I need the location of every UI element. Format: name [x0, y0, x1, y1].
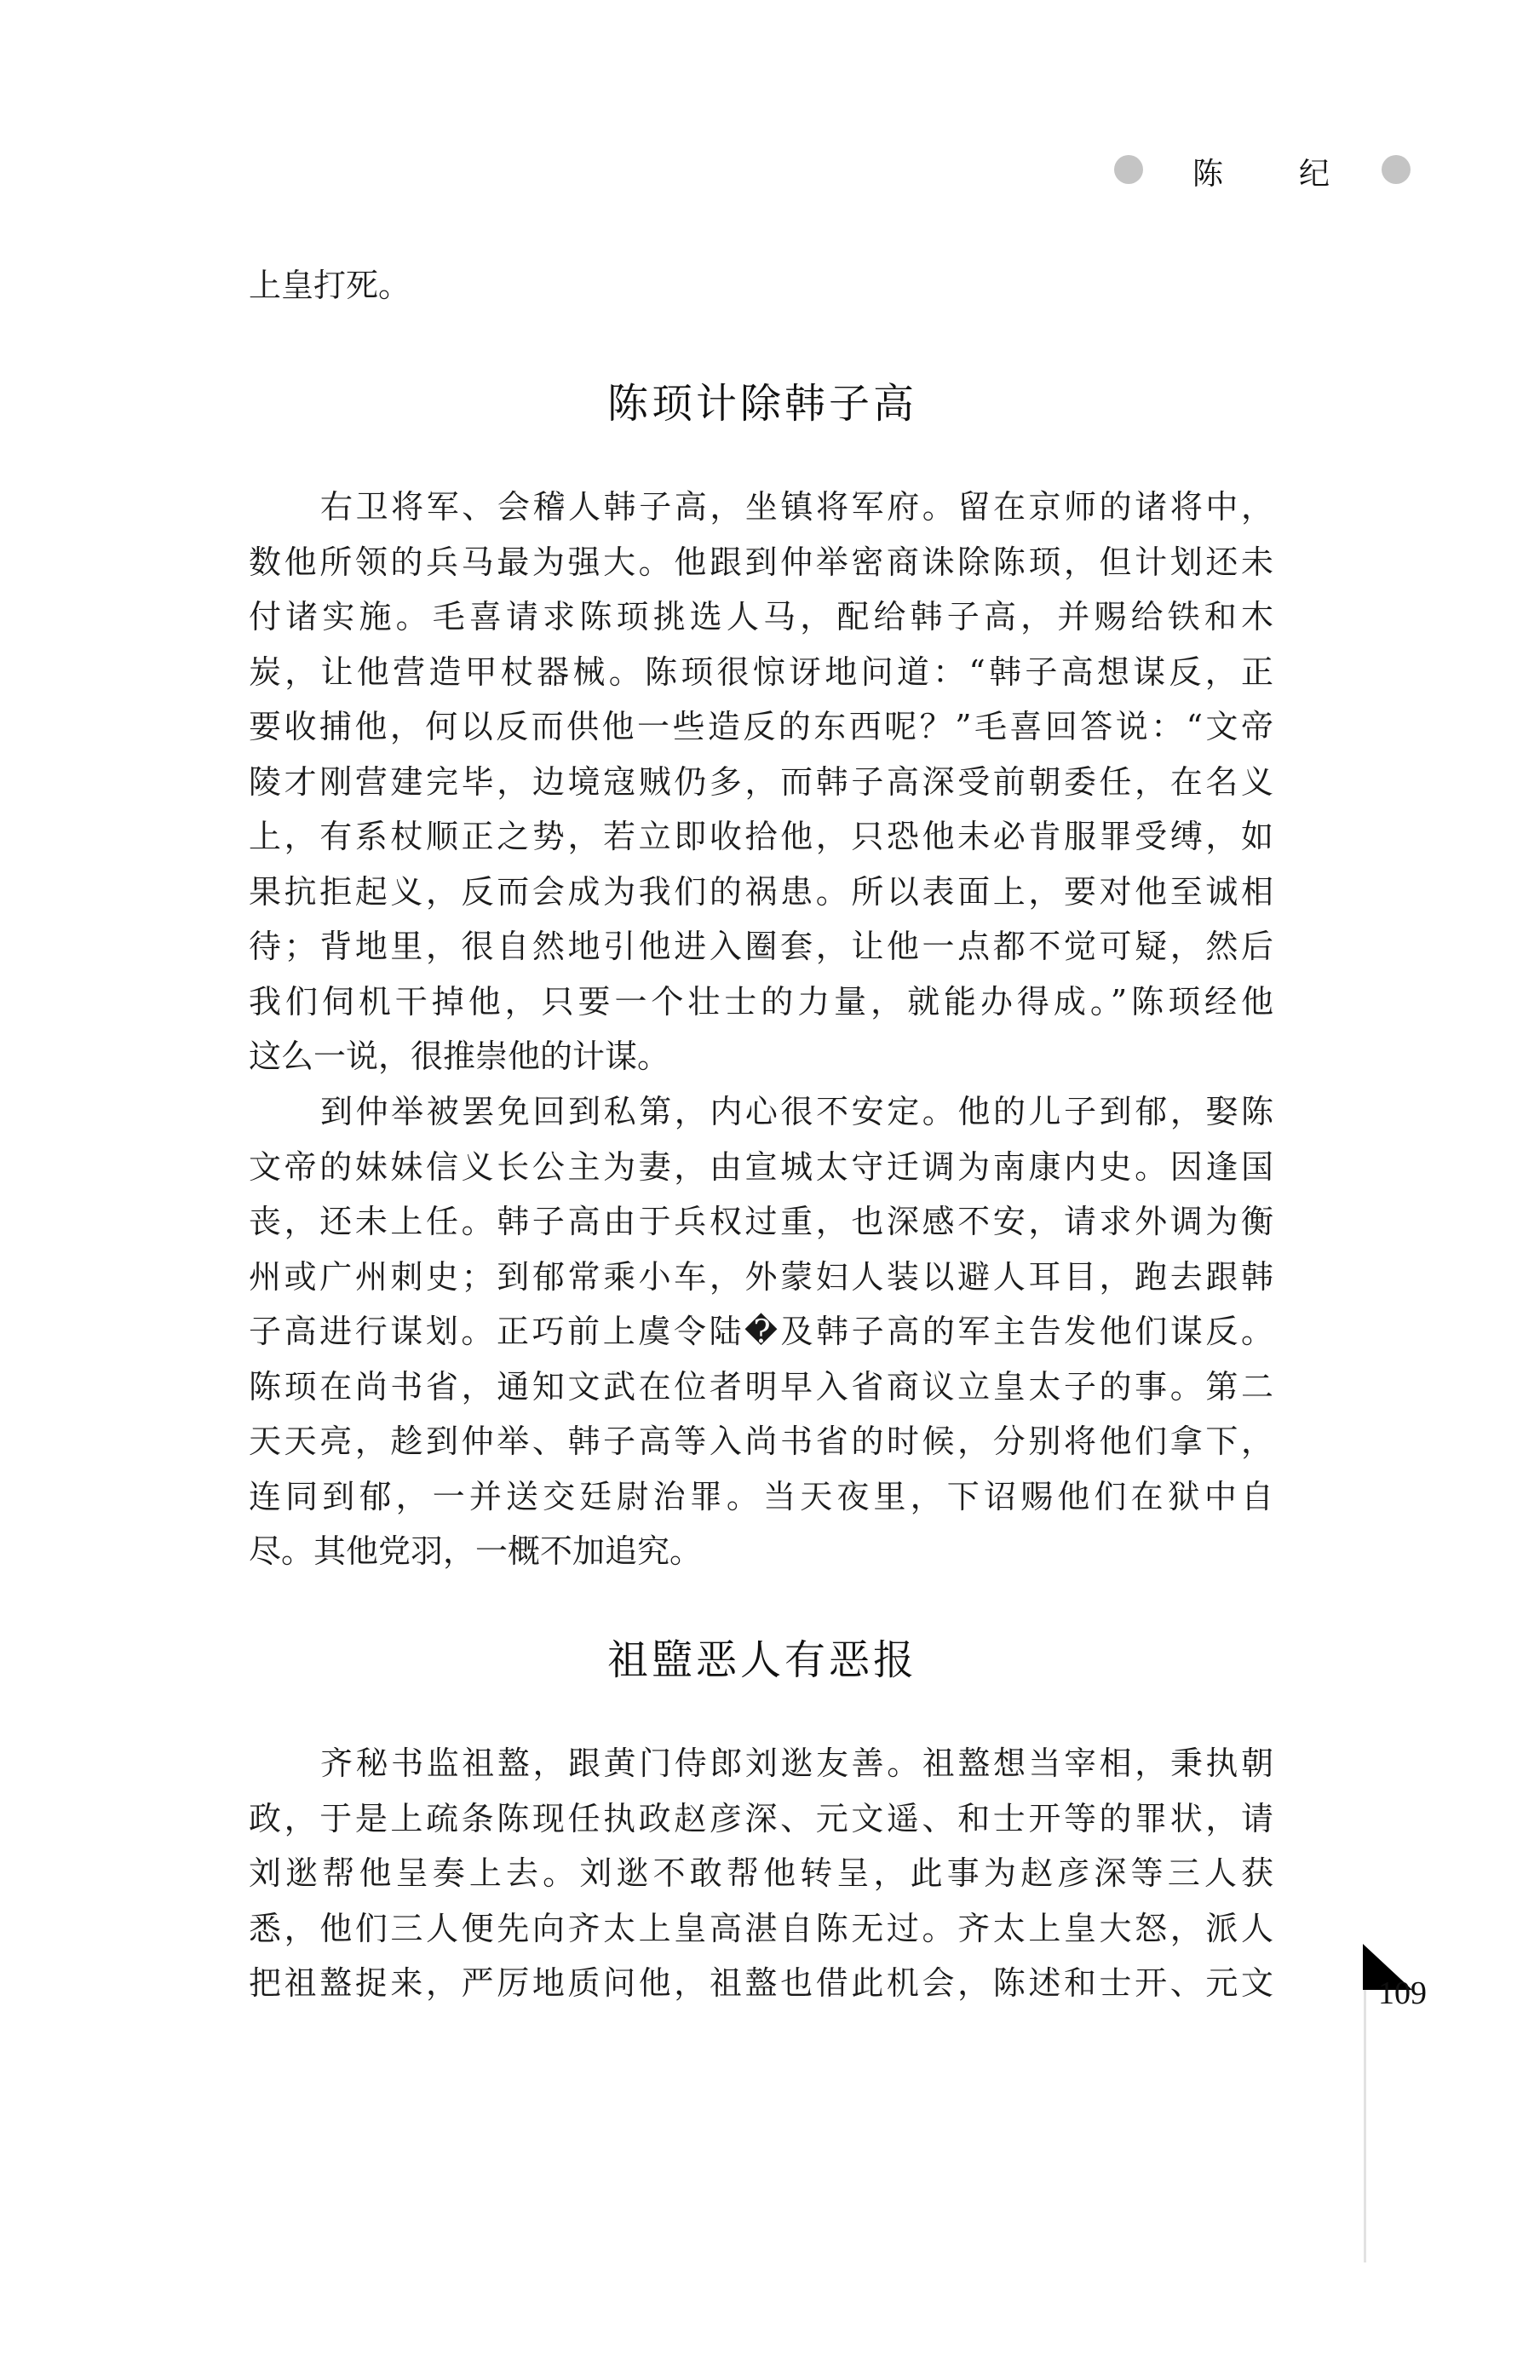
- text-line: 天天亮，趁到仲举、韩子高等入尚书省的时候，分别将他们拿下，: [249, 1423, 1273, 1460]
- text-line: 我们伺机干掉他，只要一个壮士的力量，就能办得成。”陈顼经他: [249, 982, 1273, 1020]
- text-line: 这么一说，很推崇他的计谋。: [249, 1038, 670, 1075]
- text-line: 待；背地里，很自然地引他进入圈套，让他一点都不觉可疑，然后: [249, 928, 1273, 965]
- text-line: 炭，让他营造甲杖器械。陈顼很惊讶地问道：“韩子高想谋反，正: [249, 652, 1273, 691]
- bullet-dot-icon: [1382, 155, 1411, 184]
- section-title: 陈顼计除韩子高: [606, 380, 917, 428]
- text-line: 上，有系杖顺正之势，若立即收拾他，只恐他未必肯服罪受缚，如: [249, 818, 1273, 855]
- text-line: 陈顼在尚书省，通知文武在位者明早入省商议立皇太子的事。第二: [249, 1367, 1273, 1406]
- text-line: 把祖盩捉来，严厉地质问他，祖盩也借此机会，陈述和士开、元文: [249, 1964, 1273, 2002]
- text-line: 文帝的妹妹信义长公主为妻，由宣城太守迁调为南康内史。因逢国: [249, 1147, 1273, 1186]
- text-line: 尽。其他党羽，一概不加追究。: [249, 1532, 703, 1570]
- text-line: 数他所领的兵马最为强大。他跟到仲举密商诛除陈顼，但计划还未: [249, 543, 1273, 581]
- text-line: 政，于是上疏条陈现任执政赵彦深、元文遥、和士开等的罪状，请: [249, 1799, 1273, 1837]
- text-line: 要收捕他，何以反而供他一些造反的东西呢？”毛喜回答说：“文帝: [249, 708, 1273, 745]
- text-line: 悉，他们三人便先向齐太上皇高湛自陈无过。齐太上皇大怒，派人: [249, 1909, 1273, 1947]
- page-number: 109: [1378, 1975, 1427, 2011]
- text-line: 果抗拒起义，反而会成为我们的祸患。所以表面上，要对他至诚相: [249, 872, 1273, 911]
- text-line: 上皇打死。: [249, 267, 411, 304]
- text-line: 右卫将军、会稽人韩子高，坐镇将军府。留在京师的诸将中，: [320, 488, 1273, 526]
- bullet-dot-icon: [1114, 155, 1143, 184]
- running-head: [1107, 145, 1422, 192]
- text-line: 子高进行谋划。正巧前上虞令陆�及韩子高的军主告发他们谋反。: [249, 1313, 1273, 1350]
- text-line: 付诸实施。毛喜请求陈顼挑选人马，配给韩子高，并赐给铁和木: [249, 598, 1273, 635]
- text-line: 陵才刚营建完毕，边境寇贼仍多，而韩子高深受前朝委任，在名义: [249, 762, 1273, 801]
- text-line: 到仲举被罢免回到私第，内心很不安定。他的儿子到郁，娶陈: [320, 1093, 1273, 1130]
- margin-rule: [1364, 1990, 1366, 2262]
- text-line: 州或广州刺史；到郁常乘小车，外蒙妇人装以避人耳目，跑去跟韩: [249, 1257, 1273, 1296]
- text-line: 连同到郁，一并送交廷尉治罪。当天夜里，下诏赐他们在狱中自: [249, 1477, 1273, 1515]
- text-line: 刘逖帮他呈奏上去。刘逖不敢帮他转呈，此事为赵彦深等三人获: [249, 1854, 1273, 1892]
- running-head-left: 陈: [1192, 157, 1224, 192]
- text-line: 丧，还未上任。韩子高由于兵权过重，也深感不安，请求外调为衡: [249, 1203, 1273, 1240]
- running-head-right: 纪: [1299, 157, 1330, 192]
- text-line: 齐秘书监祖盩，跟黄门侍郎刘逖友善。祖盩想当宰相，秉执朝: [320, 1745, 1273, 1782]
- section-title: 祖盬恶人有恶报: [606, 1636, 917, 1684]
